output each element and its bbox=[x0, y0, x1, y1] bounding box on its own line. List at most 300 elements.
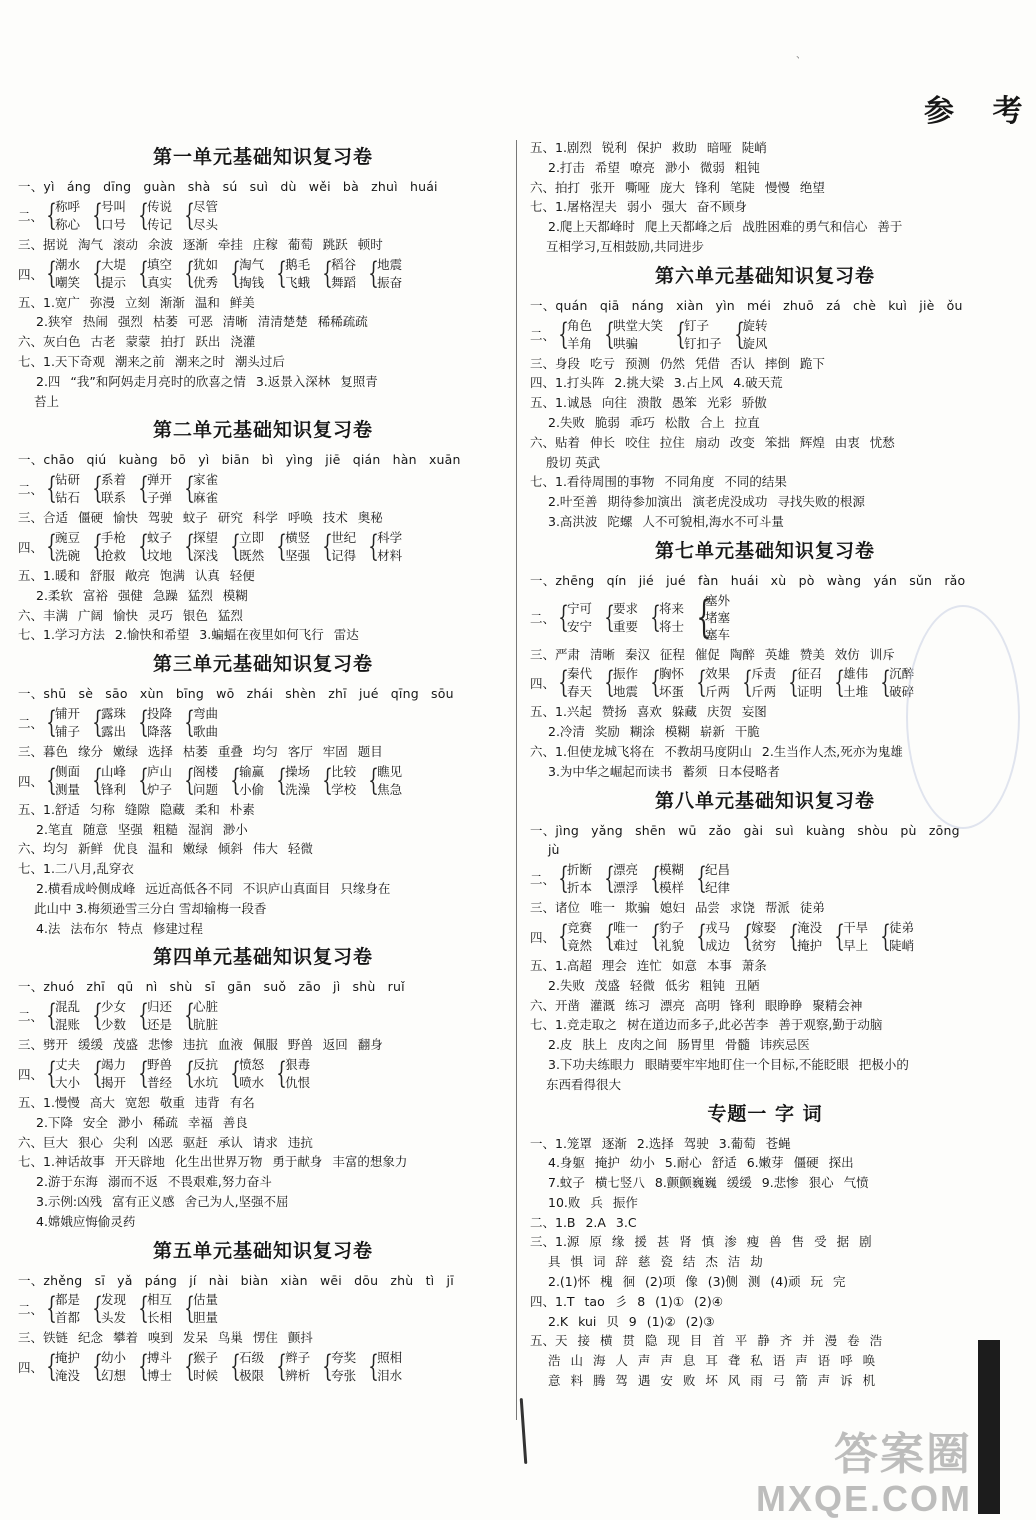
word-pair bbox=[44, 705, 80, 741]
pair-word: 立即 bbox=[239, 529, 265, 545]
pair-word: 竞赛 bbox=[567, 919, 593, 935]
word-pair bbox=[90, 198, 126, 234]
word-pair bbox=[648, 665, 684, 701]
question-number: 四、 bbox=[18, 539, 44, 555]
pair-word: 模糊 bbox=[659, 862, 685, 878]
brace-icon: { bbox=[184, 1349, 195, 1385]
pair-word: 破碎 bbox=[889, 684, 915, 700]
brace-icon: { bbox=[650, 918, 661, 954]
word-pair bbox=[90, 471, 126, 507]
word-pair bbox=[320, 529, 356, 565]
pair-word: 稻谷 bbox=[331, 256, 357, 272]
brace-icon: { bbox=[138, 255, 149, 291]
answer-line: 六、巨大 狠心 尖利 凶恶 驱赶 承认 请求 违抗 bbox=[18, 1134, 313, 1150]
word-pair bbox=[90, 998, 126, 1034]
answer-line: 7.蚊子 横七竖八 8.颤颤巍巍 缓缓 9.悲惨 狠心 气愤 bbox=[548, 1175, 869, 1191]
brace-icon: { bbox=[92, 1055, 103, 1091]
section bbox=[530, 1099, 1000, 1391]
brace-icon: { bbox=[92, 255, 103, 291]
brace-icon: { bbox=[46, 255, 57, 291]
pair-word: 泪水 bbox=[377, 1368, 403, 1384]
word-pair bbox=[90, 705, 126, 741]
margin-mark: 、 bbox=[796, 50, 806, 61]
brace-icon: { bbox=[604, 665, 615, 701]
pair-word: 猴子 bbox=[193, 1350, 219, 1366]
pair-word: 水坑 bbox=[193, 1074, 219, 1090]
brace-icon: { bbox=[230, 528, 241, 564]
pair-word: 潮水 bbox=[55, 256, 81, 272]
pair-word: 联系 bbox=[101, 490, 127, 506]
brace-icon: { bbox=[184, 528, 195, 564]
answer-line: 六、开凿 灌溉 练习 漂亮 高明 锋利 眼睁睁 聚精会神 bbox=[530, 997, 863, 1013]
brace-icon: { bbox=[276, 762, 287, 798]
word-pair bbox=[182, 998, 218, 1034]
brace-icon: { bbox=[46, 1349, 57, 1385]
pair-word: 传说 bbox=[147, 198, 173, 214]
word-pair bbox=[182, 763, 218, 799]
pair-word: 极限 bbox=[239, 1368, 265, 1384]
word-pair bbox=[602, 317, 663, 353]
answer-line: jù bbox=[548, 842, 560, 858]
pair-word: 铺开 bbox=[55, 705, 81, 721]
word-pair bbox=[832, 919, 868, 955]
pair-word: 时候 bbox=[193, 1368, 219, 1384]
word-pair bbox=[182, 1056, 218, 1092]
pair-word: 炉子 bbox=[147, 781, 173, 797]
pair-word: 哄堂大笑 bbox=[613, 317, 664, 333]
pair-word: 洗澡 bbox=[285, 781, 311, 797]
word-pair bbox=[136, 1056, 172, 1092]
left-column bbox=[18, 138, 508, 1386]
brace-icon: { bbox=[558, 918, 569, 954]
answer-line: 五、天 接 横 贯 隐 现 目 首 平 静 齐 并 漫 卷 浩 bbox=[530, 1333, 883, 1349]
answer-line: 六、丰满 广阔 愉快 灵巧 银色 猛烈 bbox=[18, 607, 243, 623]
watermark-logo-text: 答案圈 bbox=[834, 1430, 972, 1479]
answer-line: 2.四 “我”和阿妈走月亮时的欣喜之情 3.返景入深林 复照青 bbox=[36, 373, 378, 389]
word-pair-group bbox=[530, 317, 1000, 353]
answer-line: 2.打击 希望 嘹亮 渺小 微弱 粗钝 bbox=[548, 159, 760, 175]
brace-icon: { bbox=[92, 1349, 103, 1385]
pair-word: 陡峭 bbox=[889, 937, 915, 953]
pair-word: 夸奖 bbox=[331, 1350, 357, 1366]
pair-word: 旋转 bbox=[742, 317, 768, 333]
answer-line: 2.狭窄 热闹 强烈 枯萎 可恶 清晰 清清楚楚 稀稀疏疏 bbox=[36, 314, 368, 330]
brace-icon: { bbox=[604, 599, 615, 635]
brace-icon: { bbox=[368, 762, 379, 798]
pair-word: 露出 bbox=[101, 723, 127, 739]
answer-line: 一、chāo qiú kuàng bō yì biān bì yìng jiē qián hàn xuān bbox=[18, 452, 461, 468]
answer-line: 六、拍打 张开 嘶哑 庞大 锋利 笔陡 慢慢 绝望 bbox=[530, 179, 825, 195]
pair-word: 坚强 bbox=[285, 547, 311, 563]
brace-icon: { bbox=[558, 316, 569, 352]
answer-line: 四、1.打头阵 2.挑大梁 3.占上风 4.破天荒 bbox=[530, 375, 783, 391]
word-pair bbox=[44, 256, 80, 292]
pair-word: 提示 bbox=[101, 274, 127, 290]
pair-word: 歌曲 bbox=[193, 723, 219, 739]
brace-icon: { bbox=[46, 528, 57, 564]
brace-icon: { bbox=[880, 918, 891, 954]
pair-word: 钻研 bbox=[55, 472, 81, 488]
word-pair bbox=[274, 1349, 310, 1385]
pair-word: 竭力 bbox=[101, 1056, 127, 1072]
word-pair bbox=[602, 861, 638, 897]
pair-word: 深浅 bbox=[193, 547, 219, 563]
word-pair bbox=[136, 705, 172, 741]
pair-word: 安宁 bbox=[567, 618, 593, 634]
pair-word: 堵塞 bbox=[705, 610, 731, 626]
pair-word: 传记 bbox=[147, 216, 173, 232]
answer-line: 五、1.宽广 弥漫 立刻 渐渐 温和 鲜美 bbox=[18, 294, 255, 310]
question-number: 二、 bbox=[18, 208, 44, 224]
pair-word: 塞车 bbox=[705, 627, 731, 643]
word-pair bbox=[90, 529, 126, 565]
brace-icon: { bbox=[92, 1291, 103, 1327]
pair-word: 锋利 bbox=[101, 781, 127, 797]
answer-line: 六、1.但使龙城飞将在 不教胡马度阴山 2.生当作人杰,死亦为鬼雄 bbox=[530, 743, 903, 759]
pair-word: 钉子 bbox=[684, 317, 710, 333]
answer-line: 具 惧 词 辞 慈 瓷 结 杰 洁 劫 bbox=[548, 1254, 763, 1270]
word-pair bbox=[274, 1056, 310, 1092]
pair-word: 首都 bbox=[55, 1310, 81, 1326]
question-number: 二、 bbox=[18, 482, 44, 498]
answer-line: 三、合适 僵硬 愉快 驾驶 蚊子 研究 科学 呼唤 技术 奥秘 bbox=[18, 510, 383, 526]
word-pair-group bbox=[530, 919, 1000, 955]
word-pair bbox=[44, 1056, 80, 1092]
word-pair bbox=[136, 529, 172, 565]
answer-line: 东西看得很大 bbox=[546, 1076, 622, 1092]
section-title: 专题一 字 词 bbox=[707, 1102, 823, 1125]
word-pair bbox=[694, 665, 730, 701]
answer-line: 七、1.二八月,乱穿衣 bbox=[18, 861, 134, 877]
word-pair-group bbox=[18, 705, 508, 741]
pair-word: 淘气 bbox=[239, 256, 265, 272]
brace-icon: { bbox=[276, 1055, 287, 1091]
brace-icon: { bbox=[696, 665, 707, 701]
pair-word: 羊角 bbox=[567, 335, 593, 351]
brace-icon: { bbox=[184, 762, 195, 798]
word-pair bbox=[366, 256, 402, 292]
pair-word: 要求 bbox=[613, 600, 639, 616]
word-pair bbox=[320, 256, 356, 292]
answer-line: 2.柔软 富裕 强健 急躁 猛烈 模糊 bbox=[36, 587, 248, 603]
answer-line: 一、quán qiā náng xiàn yìn méi zhuō zá chè kuì jiè ǒu bbox=[530, 297, 963, 313]
brace-icon: { bbox=[696, 918, 707, 954]
pair-word: 长相 bbox=[147, 1310, 173, 1326]
pair-word: 蚊子 bbox=[147, 529, 173, 545]
question-number: 二、 bbox=[18, 715, 44, 731]
pair-word: 舞蹈 bbox=[331, 274, 357, 290]
brace-icon: { bbox=[46, 998, 57, 1034]
pair-word: 折本 bbox=[567, 880, 593, 896]
word-pair bbox=[694, 919, 730, 955]
word-pair bbox=[556, 600, 592, 636]
brace-icon: { bbox=[92, 471, 103, 507]
pair-word: 胸怀 bbox=[659, 666, 685, 682]
pair-word: 庐山 bbox=[147, 763, 173, 779]
brace-icon: { bbox=[138, 1055, 149, 1091]
word-pair bbox=[320, 763, 356, 799]
word-pair bbox=[136, 763, 172, 799]
word-pair bbox=[182, 1291, 218, 1327]
question-number: 二、 bbox=[18, 1009, 44, 1025]
brace-icon: { bbox=[834, 665, 845, 701]
brace-icon: { bbox=[650, 861, 661, 897]
section bbox=[18, 142, 508, 411]
pair-word: 秦代 bbox=[567, 666, 593, 682]
word-pair bbox=[182, 705, 218, 741]
pair-word: 手枪 bbox=[101, 529, 127, 545]
answer-line: 意 料 腾 驾 遇 安 败 坏 风 雨 弓 箭 声 诉 机 bbox=[548, 1373, 876, 1389]
word-pair-group bbox=[18, 1349, 508, 1385]
answer-line: 五、1.兴起 赞扬 喜欢 躲藏 庆贺 妄图 bbox=[530, 704, 767, 720]
pair-word: 春天 bbox=[567, 684, 593, 700]
brace-icon: { bbox=[138, 704, 149, 740]
pair-word: 普经 bbox=[147, 1074, 173, 1090]
brace-icon: { bbox=[184, 255, 195, 291]
pair-word: 幻想 bbox=[101, 1368, 127, 1384]
pair-word: 嫁娶 bbox=[751, 919, 777, 935]
brace-icon: { bbox=[788, 918, 799, 954]
word-pair bbox=[366, 1349, 402, 1385]
pair-word: 既然 bbox=[239, 547, 265, 563]
word-pair bbox=[786, 665, 822, 701]
answer-line: 2.失败 脆弱 乖巧 松散 合上 拉直 bbox=[548, 414, 760, 430]
brace-icon: { bbox=[604, 918, 615, 954]
pair-word: 干旱 bbox=[843, 919, 869, 935]
pair-word: 塞外 bbox=[705, 593, 731, 609]
pair-word: 征召 bbox=[797, 666, 823, 682]
pair-word: 竟然 bbox=[567, 937, 593, 953]
watermark bbox=[756, 1418, 972, 1520]
answer-line: 五、1.诚恳 向往 溃散 愚笨 光彩 骄傲 bbox=[530, 395, 767, 411]
pair-word: 归还 bbox=[147, 999, 173, 1015]
brace-icon: { bbox=[834, 918, 845, 954]
pair-word: 材料 bbox=[377, 547, 403, 563]
pair-word: 投降 bbox=[147, 705, 173, 721]
question-number: 四、 bbox=[18, 266, 44, 282]
answer-line: 七、1.看待周围的事物 不同角度 不同的结果 bbox=[530, 474, 787, 490]
pair-word: 焦急 bbox=[377, 781, 403, 797]
pair-word: 早上 bbox=[843, 937, 869, 953]
pair-word: 贫穷 bbox=[751, 937, 777, 953]
pair-word: 振奋 bbox=[377, 274, 403, 290]
pair-word: 博士 bbox=[147, 1368, 173, 1384]
pair-word: 尽管 bbox=[193, 198, 219, 214]
pair-word: 将士 bbox=[659, 618, 685, 634]
section bbox=[18, 942, 508, 1231]
word-pair bbox=[878, 919, 914, 955]
pair-word: 弹开 bbox=[147, 472, 173, 488]
pair-word: 尽头 bbox=[193, 216, 219, 232]
word-pair bbox=[740, 665, 776, 701]
answer-line: 三、严肃 清晰 秦汉 征程 催促 陶醉 英雄 赞美 效仿 训斥 bbox=[530, 646, 895, 662]
word-pair-group bbox=[530, 861, 1000, 897]
brace-icon: { bbox=[650, 599, 661, 635]
word-pair bbox=[274, 763, 310, 799]
brace-icon: { bbox=[675, 316, 686, 352]
brace-icon: { bbox=[368, 528, 379, 564]
brace-icon: { bbox=[230, 1055, 241, 1091]
pair-word: 胆量 bbox=[193, 1310, 219, 1326]
question-number: 四、 bbox=[530, 929, 556, 945]
answer-line: 2.(1)怀 槐 徊 (2)项 像 (3)侧 测 (4)顽 玩 完 bbox=[548, 1274, 846, 1290]
pair-word: 肮脏 bbox=[193, 1017, 219, 1033]
word-pair bbox=[602, 600, 638, 636]
brace-icon: { bbox=[184, 704, 195, 740]
answer-line: 2.失败 茂盛 轻微 低劣 粗钝 丑陋 bbox=[548, 977, 760, 993]
word-pair bbox=[556, 317, 592, 353]
pair-word: 地震 bbox=[377, 256, 403, 272]
word-pair-group bbox=[18, 471, 508, 507]
pair-word: 揭开 bbox=[101, 1074, 127, 1090]
brace-icon: { bbox=[138, 1349, 149, 1385]
word-pair bbox=[136, 1349, 172, 1385]
section-title: 第三单元基础知识复习卷 bbox=[152, 653, 373, 676]
pair-word: 山峰 bbox=[101, 763, 127, 779]
word-pair bbox=[274, 256, 310, 292]
answer-line: 五、1.舒适 匀称 缝隙 隐藏 柔和 朴素 bbox=[18, 801, 255, 817]
brace-icon: { bbox=[230, 255, 241, 291]
word-pair bbox=[44, 998, 80, 1034]
answer-line: 2.横看成岭侧成峰 远近高低各不同 不识庐山真面目 只缘身在 bbox=[36, 880, 391, 896]
pair-word: 犹如 bbox=[193, 256, 219, 272]
pair-word: 家雀 bbox=[193, 472, 219, 488]
word-pair bbox=[274, 529, 310, 565]
word-pair bbox=[182, 1349, 218, 1385]
word-pair bbox=[136, 471, 172, 507]
brace-icon: { bbox=[184, 1291, 195, 1327]
brace-icon: { bbox=[184, 471, 195, 507]
word-pair bbox=[694, 592, 730, 644]
brace-icon: { bbox=[92, 998, 103, 1034]
word-pair bbox=[136, 198, 172, 234]
column-divider bbox=[516, 140, 517, 1420]
pair-word: 纪律 bbox=[705, 880, 731, 896]
pair-word: 狠毒 bbox=[285, 1056, 311, 1072]
brace-icon: { bbox=[184, 1055, 195, 1091]
pair-word: 哄骗 bbox=[613, 335, 639, 351]
pair-word: 鹅毛 bbox=[285, 256, 311, 272]
pair-word: 反抗 bbox=[193, 1056, 219, 1072]
answer-line: 七、1.屠格涅夫 弱小 强大 奋不顾身 bbox=[530, 199, 747, 215]
brace-icon: { bbox=[696, 591, 712, 643]
pair-word: 侧面 bbox=[55, 763, 81, 779]
stamp-circle bbox=[906, 605, 1020, 829]
answer-line: 2.叶至善 期待参加演出 演老虎没成功 寻找失败的根源 bbox=[548, 494, 865, 510]
pair-word: 飞蛾 bbox=[285, 274, 311, 290]
pair-word: 混账 bbox=[55, 1017, 81, 1033]
word-pair bbox=[90, 1349, 126, 1385]
answer-line: 4.法 法布尔 特点 修建过程 bbox=[36, 920, 203, 936]
pair-word: 填空 bbox=[147, 256, 173, 272]
pair-word: 掩护 bbox=[797, 937, 823, 953]
pair-word: 礼貌 bbox=[659, 937, 685, 953]
pair-word: 宁可 bbox=[567, 600, 593, 616]
pair-word: 抢救 bbox=[101, 547, 127, 563]
word-pair bbox=[228, 256, 264, 292]
pair-word: 土堆 bbox=[843, 684, 869, 700]
word-pair bbox=[556, 861, 592, 897]
brace-icon: { bbox=[46, 762, 57, 798]
answer-line: 一、zhuó zhī qū nì shù sī gān suǒ zāo jì shù ruǐ bbox=[18, 979, 405, 995]
brace-icon: { bbox=[138, 471, 149, 507]
pair-word: 豹子 bbox=[659, 919, 685, 935]
pair-word: 坟地 bbox=[147, 547, 173, 563]
pair-word: 比较 bbox=[331, 763, 357, 779]
answer-line: 三、身段 吃亏 预测 仍然 凭借 否认 摔倒 跪下 bbox=[530, 355, 825, 371]
answer-line: 殷切 英武 bbox=[546, 454, 600, 470]
section-title: 第二单元基础知识复习卷 bbox=[152, 419, 373, 442]
word-pair bbox=[182, 256, 218, 292]
pair-word: 麻雀 bbox=[193, 490, 219, 506]
word-pair-group bbox=[18, 529, 508, 565]
pair-word: 角色 bbox=[567, 317, 593, 333]
word-pair bbox=[182, 471, 218, 507]
answer-line: 3.下功夫练眼力 眼睛要牢牢地盯住一个目标,不能眨眼 把极小的 bbox=[548, 1056, 909, 1072]
word-pair bbox=[694, 861, 730, 897]
answer-line: 五、1.剧烈 锐利 保护 救助 暗哑 陡峭 bbox=[530, 140, 767, 155]
section-title: 第一单元基础知识复习卷 bbox=[152, 146, 373, 168]
brace-icon: { bbox=[138, 998, 149, 1034]
pair-word: 少数 bbox=[101, 1017, 127, 1033]
pair-word: 操场 bbox=[285, 763, 311, 779]
word-pair bbox=[44, 1291, 80, 1327]
pair-word: 输赢 bbox=[239, 763, 265, 779]
answer-line: 二、1.B 2.A 3.C bbox=[530, 1214, 637, 1230]
pair-word: 漂亮 bbox=[613, 862, 639, 878]
pair-word: 瞧见 bbox=[377, 763, 403, 779]
word-pair bbox=[648, 861, 684, 897]
pair-word: 斤两 bbox=[705, 684, 731, 700]
word-pair bbox=[44, 529, 80, 565]
brace-icon: { bbox=[92, 197, 103, 233]
answer-line: 五、1.高超 理会 连忙 如意 本事 萧条 bbox=[530, 957, 767, 973]
section bbox=[18, 415, 508, 645]
answer-line: 互相学习,互相鼓励,共同进步 bbox=[546, 238, 704, 254]
brace-icon: { bbox=[880, 665, 891, 701]
brace-icon: { bbox=[322, 1349, 333, 1385]
word-pair-group bbox=[18, 1056, 508, 1092]
pair-word: 铺子 bbox=[55, 723, 81, 739]
pair-word: 旋风 bbox=[742, 335, 768, 351]
pair-word: 相互 bbox=[147, 1292, 173, 1308]
answer-line: 一、zhēng qín jié jué fàn huái xù pò wàng yán sǔn rǎo bbox=[530, 572, 966, 588]
pair-word: 世纪 bbox=[331, 529, 357, 545]
pair-word: 纪昌 bbox=[705, 862, 731, 878]
pair-word: 大小 bbox=[55, 1074, 81, 1090]
brace-icon: { bbox=[322, 255, 333, 291]
word-pair bbox=[90, 1291, 126, 1327]
brace-icon: { bbox=[604, 316, 615, 352]
word-pair bbox=[182, 198, 218, 234]
pair-word: 号叫 bbox=[101, 198, 127, 214]
word-pair bbox=[136, 998, 172, 1034]
word-pair bbox=[366, 763, 402, 799]
pair-word: 降落 bbox=[147, 723, 173, 739]
word-pair bbox=[136, 1291, 172, 1327]
pair-word: 丈夫 bbox=[55, 1056, 81, 1072]
pair-word: 淹没 bbox=[797, 919, 823, 935]
pair-word: 少女 bbox=[101, 999, 127, 1015]
pair-word: 地震 bbox=[613, 684, 639, 700]
answer-line: 一、1.笼罩 逐渐 2.选择 驾驶 3.葡萄 苍蝇 bbox=[530, 1135, 791, 1151]
pair-word: 愤怒 bbox=[239, 1056, 265, 1072]
pair-word: 都是 bbox=[55, 1292, 81, 1308]
answer-line: 七、1.神话故事 开天辟地 化生出世界万物 勇于献身 丰富的想象力 bbox=[18, 1154, 408, 1170]
question-number: 四、 bbox=[18, 773, 44, 789]
pair-word: 称心 bbox=[55, 216, 81, 232]
brace-icon: { bbox=[138, 1291, 149, 1327]
